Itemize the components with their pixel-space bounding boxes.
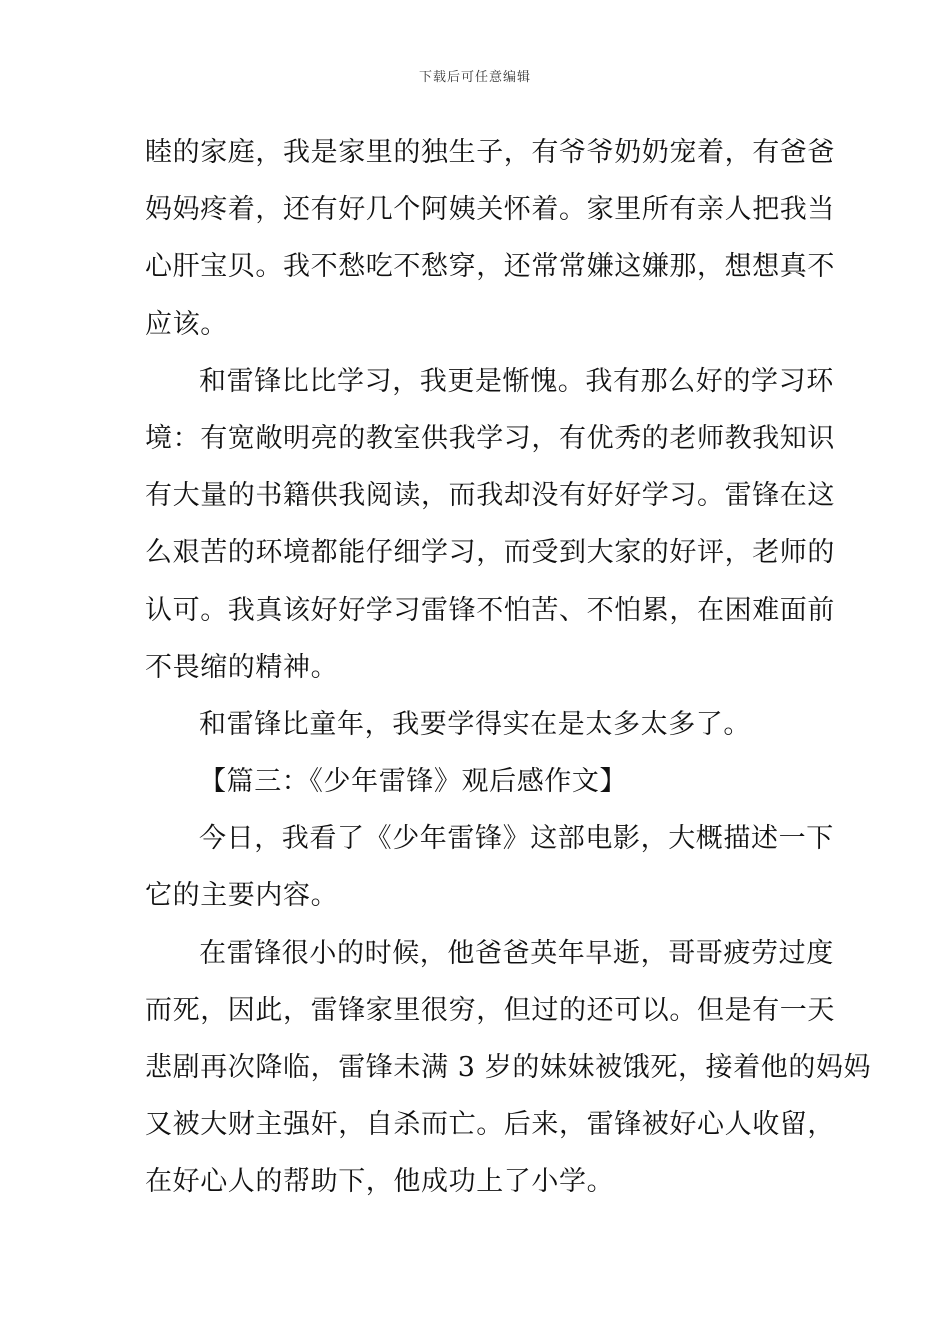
text-line: 境：有宽敞明亮的教室供我学习，有优秀的老师教我知识 [145,422,835,454]
text-line: 又被大财主强奸，自杀而亡。后来，雷锋被好心人收留， [145,1109,835,1141]
paragraph-first-line: 在雷锋很小的时候，他爸爸英年早逝，哥哥疲劳过度 [199,937,834,969]
text-line: 认可。我真该好好学习雷锋不怕苦、不怕累，在困难面前 [145,594,835,626]
text-line: 不畏缩的精神。 [145,651,339,683]
paragraph-first-line: 和雷锋比比学习，我更是惭愧。我有那么好的学习环 [199,365,834,397]
text-line: 它的主要内容。 [145,880,339,912]
paragraph-first-line: 今日，我看了《少年雷锋》这部电影，大概描述一下 [199,823,834,855]
text-line: 睦的家庭，我是家里的独生子，有爷爷奶奶宠着，有爸爸 [145,137,835,168]
header-note: 下载后可任意编辑 [418,70,531,85]
paragraph-first-line: 和雷锋比童年，我要学得实在是太多太多了。 [199,708,751,740]
text-line: 应该。 [145,308,228,340]
text-line: 在好心人的帮助下，他成功上了小学。 [145,1166,615,1198]
section-heading: 【篇三：《少年雷锋》观后感作文】 [199,766,628,798]
document-body [145,124,872,1211]
text-line: 悲剧再次降临，雷锋未满 3 岁的妹妹被饿死，接着他的妈妈 [145,1052,872,1083]
text-line: 么艰苦的环境都能仔细学习，而受到大家的好评，老师的 [145,537,835,569]
text-line: 心肝宝贝。我不愁吃不愁穿，还常常嫌这嫌那，想想真不 [145,251,835,283]
text-line: 妈妈疼着，还有好几个阿姨关怀着。家里所有亲人把我当 [145,194,835,226]
text-line: 有大量的书籍供我阅读，而我却没有好好学习。雷锋在这 [145,480,835,512]
text-line: 而死，因此，雷锋家里很穷，但过的还可以。但是有一天 [145,994,835,1026]
